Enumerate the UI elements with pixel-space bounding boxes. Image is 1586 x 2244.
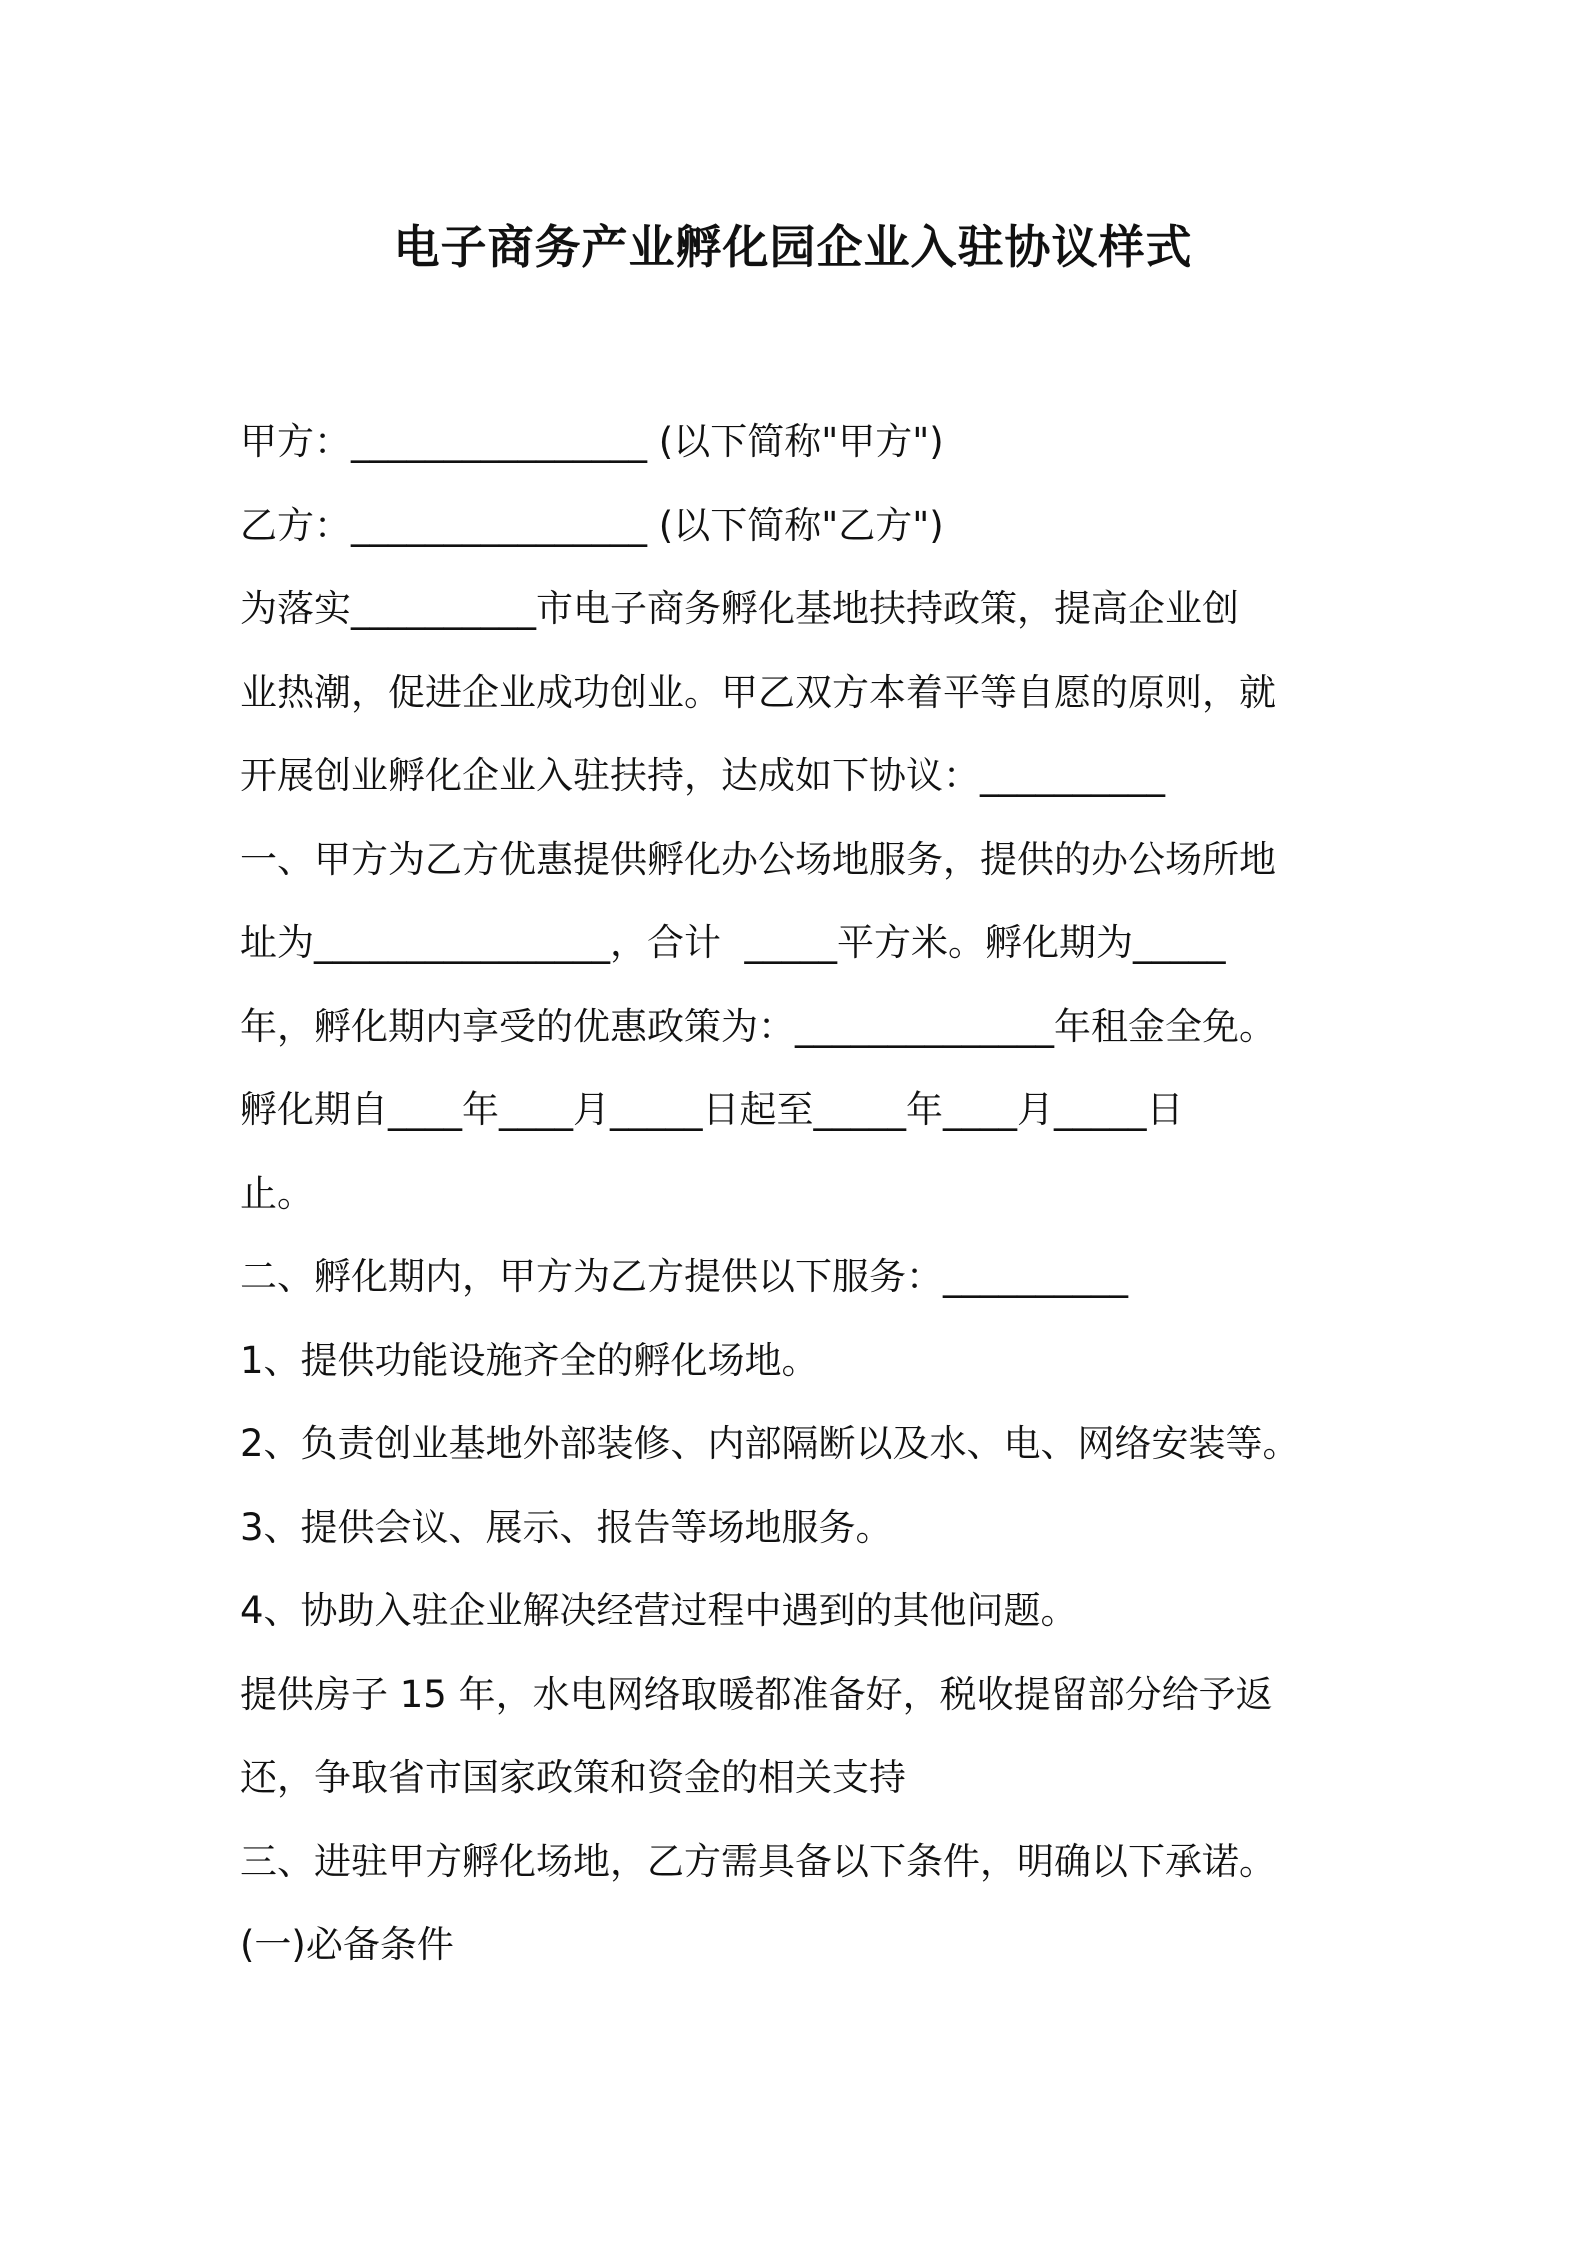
service-item-1: 1、提供功能设施齐全的孵化场地。 — [240, 1338, 819, 1382]
service-item-2: 2、负责创业基地外部装修、内部隔断以及水、电、网络安装等。 — [240, 1422, 1300, 1465]
party-a-line: 甲方：________________ (以下简称"甲方") — [240, 420, 944, 463]
preamble-line-3: 开展创业孵化企业入驻扶持，达成如下协议：__________ — [240, 754, 1165, 797]
clause-1-line-5: 止。 — [240, 1171, 314, 1215]
preamble-line-1: 为落实__________市电子商务孵化基地扶持政策，提高企业创 — [240, 587, 1239, 630]
clause-2-heading: 二、孵化期内，甲方为乙方提供以下服务：__________ — [240, 1255, 1128, 1298]
support-note-line-2: 还，争取省市国家政策和资金的相关支持 — [240, 1756, 906, 1799]
preamble-line-2: 业热潮，促进企业成功创业。甲乙双方本着平等自愿的原则，就 — [240, 670, 1276, 714]
requirements-subheading: (一)必备条件 — [240, 1923, 454, 1966]
clause-1-line-2: 址为________________，合计 _____平方米。孵化期为_____ — [240, 921, 1226, 964]
service-item-4: 4、协助入驻企业解决经营过程中遇到的其他问题。 — [240, 1589, 1078, 1632]
document-body — [240, 400, 1370, 1987]
document-title: 电子商务产业孵化园企业入驻协议样式 — [393, 220, 1193, 274]
clause-1-line-4: 孵化期自____年____月_____日起至_____年____月_____日 — [240, 1088, 1184, 1131]
party-b-line: 乙方：________________ (以下简称"乙方") — [240, 503, 944, 547]
service-item-3: 3、提供会议、展示、报告等场地服务。 — [240, 1505, 893, 1549]
clause-1-line-3: 年，孵化期内享受的优惠政策为：______________年租金全免。 — [240, 1004, 1276, 1048]
clause-1-line-1: 一、甲方为乙方优惠提供孵化办公场地服务，提供的办公场所地 — [240, 837, 1276, 881]
support-note-line-1: 提供房子 15 年，水电网络取暖都准备好，税收提留部分给予返 — [240, 1672, 1273, 1716]
clause-3-heading: 三、进驻甲方孵化场地，乙方需具备以下条件，明确以下承诺。 — [240, 1839, 1276, 1883]
